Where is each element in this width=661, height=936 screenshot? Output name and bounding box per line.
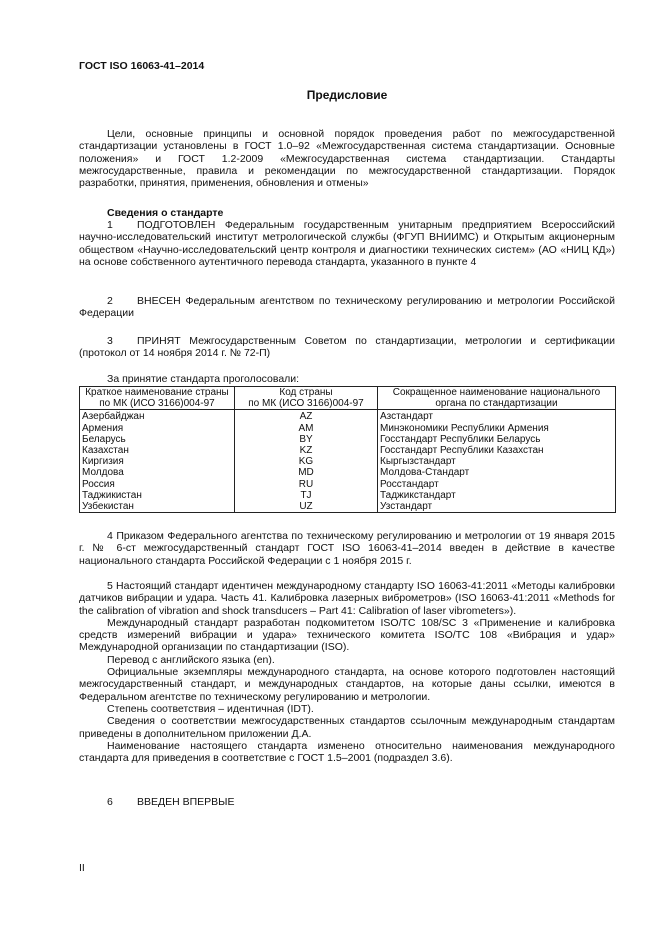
header-country-name: Краткое наименование страны по МК (ИСО 3166)004-97	[80, 387, 235, 410]
table-row	[80, 410, 616, 423]
country-code: TJ	[235, 490, 378, 501]
table-row	[80, 467, 616, 478]
country-code: RU	[235, 479, 378, 490]
national-body: Азстандарт	[378, 410, 616, 423]
country-name: Россия	[80, 479, 235, 490]
item-1-number: 1	[107, 219, 113, 231]
table-header-row	[80, 387, 616, 410]
item-1-text: ПОДГОТОВЛЕН Федеральным государственным унитарным предприятием Всероссийский научно-исследовательский институт метрологической службы (ФГУП ВНИИМС) и Открытым акционерным обществом «Научно-исследовательский центр контроля и диагностики технических систем» (АО «НИЦ КД») на основе собственного аутентичного перевода стандарта, указанного в пункте 4	[79, 219, 615, 268]
country-name: Таджикистан	[80, 490, 235, 501]
table-row	[80, 445, 616, 456]
national-body: Росстандарт	[378, 479, 616, 490]
item-5-paragraph-4: Официальные экземпляры международного стандарта, на основе которого подготовлен настоящий межгосударственный стандарт, и международных стандартов, на которые даны ссылки, имеются в Федеральном агентстве по техническому регулированию и метрологии.	[79, 666, 615, 703]
item-5-paragraph-2: Международный стандарт разработан подкомитетом ISO/TC 108/SC 3 «Применение и калибровка средств измерений вибрации и удара» технического комитета ISO/TC 108 «Вибрация и удар» Международной организации по стандартизации (ISO).	[79, 616, 615, 654]
item-2-number: 2	[107, 295, 113, 307]
item-4-paragraph: 4 Приказом Федерального агентства по техническому регулированию и метрологии от 19 января 2015 г. № 6-ст межгосударственный стандарт ГОСТ ISO 16063-41–2014 введен в действие в качестве национального стандарта Российской Федерации с 1 ноября 2015 г.	[79, 530, 615, 567]
item-3-number: 3	[107, 335, 113, 347]
item-1-paragraph	[79, 219, 615, 268]
header-country-code: Код страны по МК (ИСО 3166)004-97	[235, 387, 378, 410]
country-name: Беларусь	[80, 434, 235, 445]
table-row	[80, 501, 616, 513]
national-body: Молдова-Стандарт	[378, 467, 616, 478]
country-name: Армения	[80, 423, 235, 434]
item-3-paragraph	[79, 335, 615, 360]
page-title: Предисловие	[306, 88, 388, 102]
table-row	[80, 490, 616, 501]
country-name: Узбекистан	[80, 501, 235, 513]
item-2-text: ВНЕСЕН Федеральным агентством по техническому регулированию и метрологии Российской Федерации	[79, 295, 615, 320]
country-name: Азербайджан	[80, 410, 235, 423]
standard-code-header: ГОСТ ISO 16063-41–2014	[79, 60, 205, 72]
item-5-section	[79, 580, 615, 764]
table-row	[80, 456, 616, 467]
national-body: Кыргызстандарт	[378, 456, 616, 467]
country-code: BY	[235, 434, 378, 445]
vote-intro: За принятие стандарта проголосовали:	[107, 373, 300, 385]
country-code: KZ	[235, 445, 378, 456]
item-5-paragraph-7: Наименование настоящего стандарта изменено относительно наименования международного стандарта для приведения в соответствие с ГОСТ 1.5–2001 (подраздел 3.6).	[79, 739, 615, 765]
national-body: Узстандарт	[378, 501, 616, 513]
item-6-text: ВВЕДЕН ВПЕРВЫЕ	[137, 796, 235, 808]
country-code: KG	[235, 456, 378, 467]
item-6-paragraph	[79, 796, 615, 808]
item-3-text: ПРИНЯТ Межгосударственным Советом по стандартизации, метрологии и сертификации (протокол от 14 ноября 2014 г. № 72-П)	[79, 335, 615, 360]
country-code: AZ	[235, 410, 378, 423]
country-code: MD	[235, 467, 378, 478]
national-body: Таджикстандарт	[378, 490, 616, 501]
info-heading: Сведения о стандарте	[107, 207, 224, 219]
intro-paragraph: Цели, основные принципы и основной порядок проведения работ по межгосударственной стандартизации установлены в ГОСТ 1.0–92 «Межгосударственная система стандартизации. Основные положения» и ГОСТ 1.2-2009 «Межгосударственная система стандартизации. Стандарты межгосударственные, правила и рекомендации по межгосударственной стандартизации. Порядок разработки, принятия, применения, обновления и отмены»	[79, 128, 615, 190]
national-body: Госстандарт Республики Казахстан	[378, 445, 616, 456]
country-name: Молдова	[80, 467, 235, 478]
table-row	[80, 479, 616, 490]
voting-countries-table	[79, 386, 616, 513]
item-6-number: 6	[107, 796, 113, 808]
item-5-paragraph-5: Степень соответствия – идентичная (IDT).	[107, 702, 314, 715]
national-body: Госстандарт Республики Беларусь	[378, 434, 616, 445]
country-name: Киргизия	[80, 456, 235, 467]
item-5-paragraph-6: Сведения о соответствии межгосударственных стандартов ссылочным международным стандартам приведены в дополнительном приложении Д.А.	[79, 715, 615, 740]
country-name: Казахстан	[80, 445, 235, 456]
item-5-paragraph-1: 5 Настоящий стандарт идентичен международному стандарту ISO 16063-41:2011 «Методы калибровки датчиков вибрации и удара. Часть 41. Калибровка лазерных виброметров» (ISO 16063-41:2011 «Methods for the calibration of vibration and shock transducers – Part 41: Calibration of laser vibrometers»).	[79, 580, 615, 617]
country-code: AM	[235, 423, 378, 434]
table-row	[80, 423, 616, 434]
item-5-paragraph-3: Перевод с английского языка (en).	[107, 653, 275, 666]
page-number: II	[79, 862, 85, 874]
country-code: UZ	[235, 501, 378, 513]
item-2-paragraph	[79, 295, 615, 320]
national-body: Минэкономики Республики Армения	[378, 423, 616, 434]
header-national-body: Сокращенное наименование национального органа по стандартизации	[378, 387, 616, 410]
table-row	[80, 434, 616, 445]
